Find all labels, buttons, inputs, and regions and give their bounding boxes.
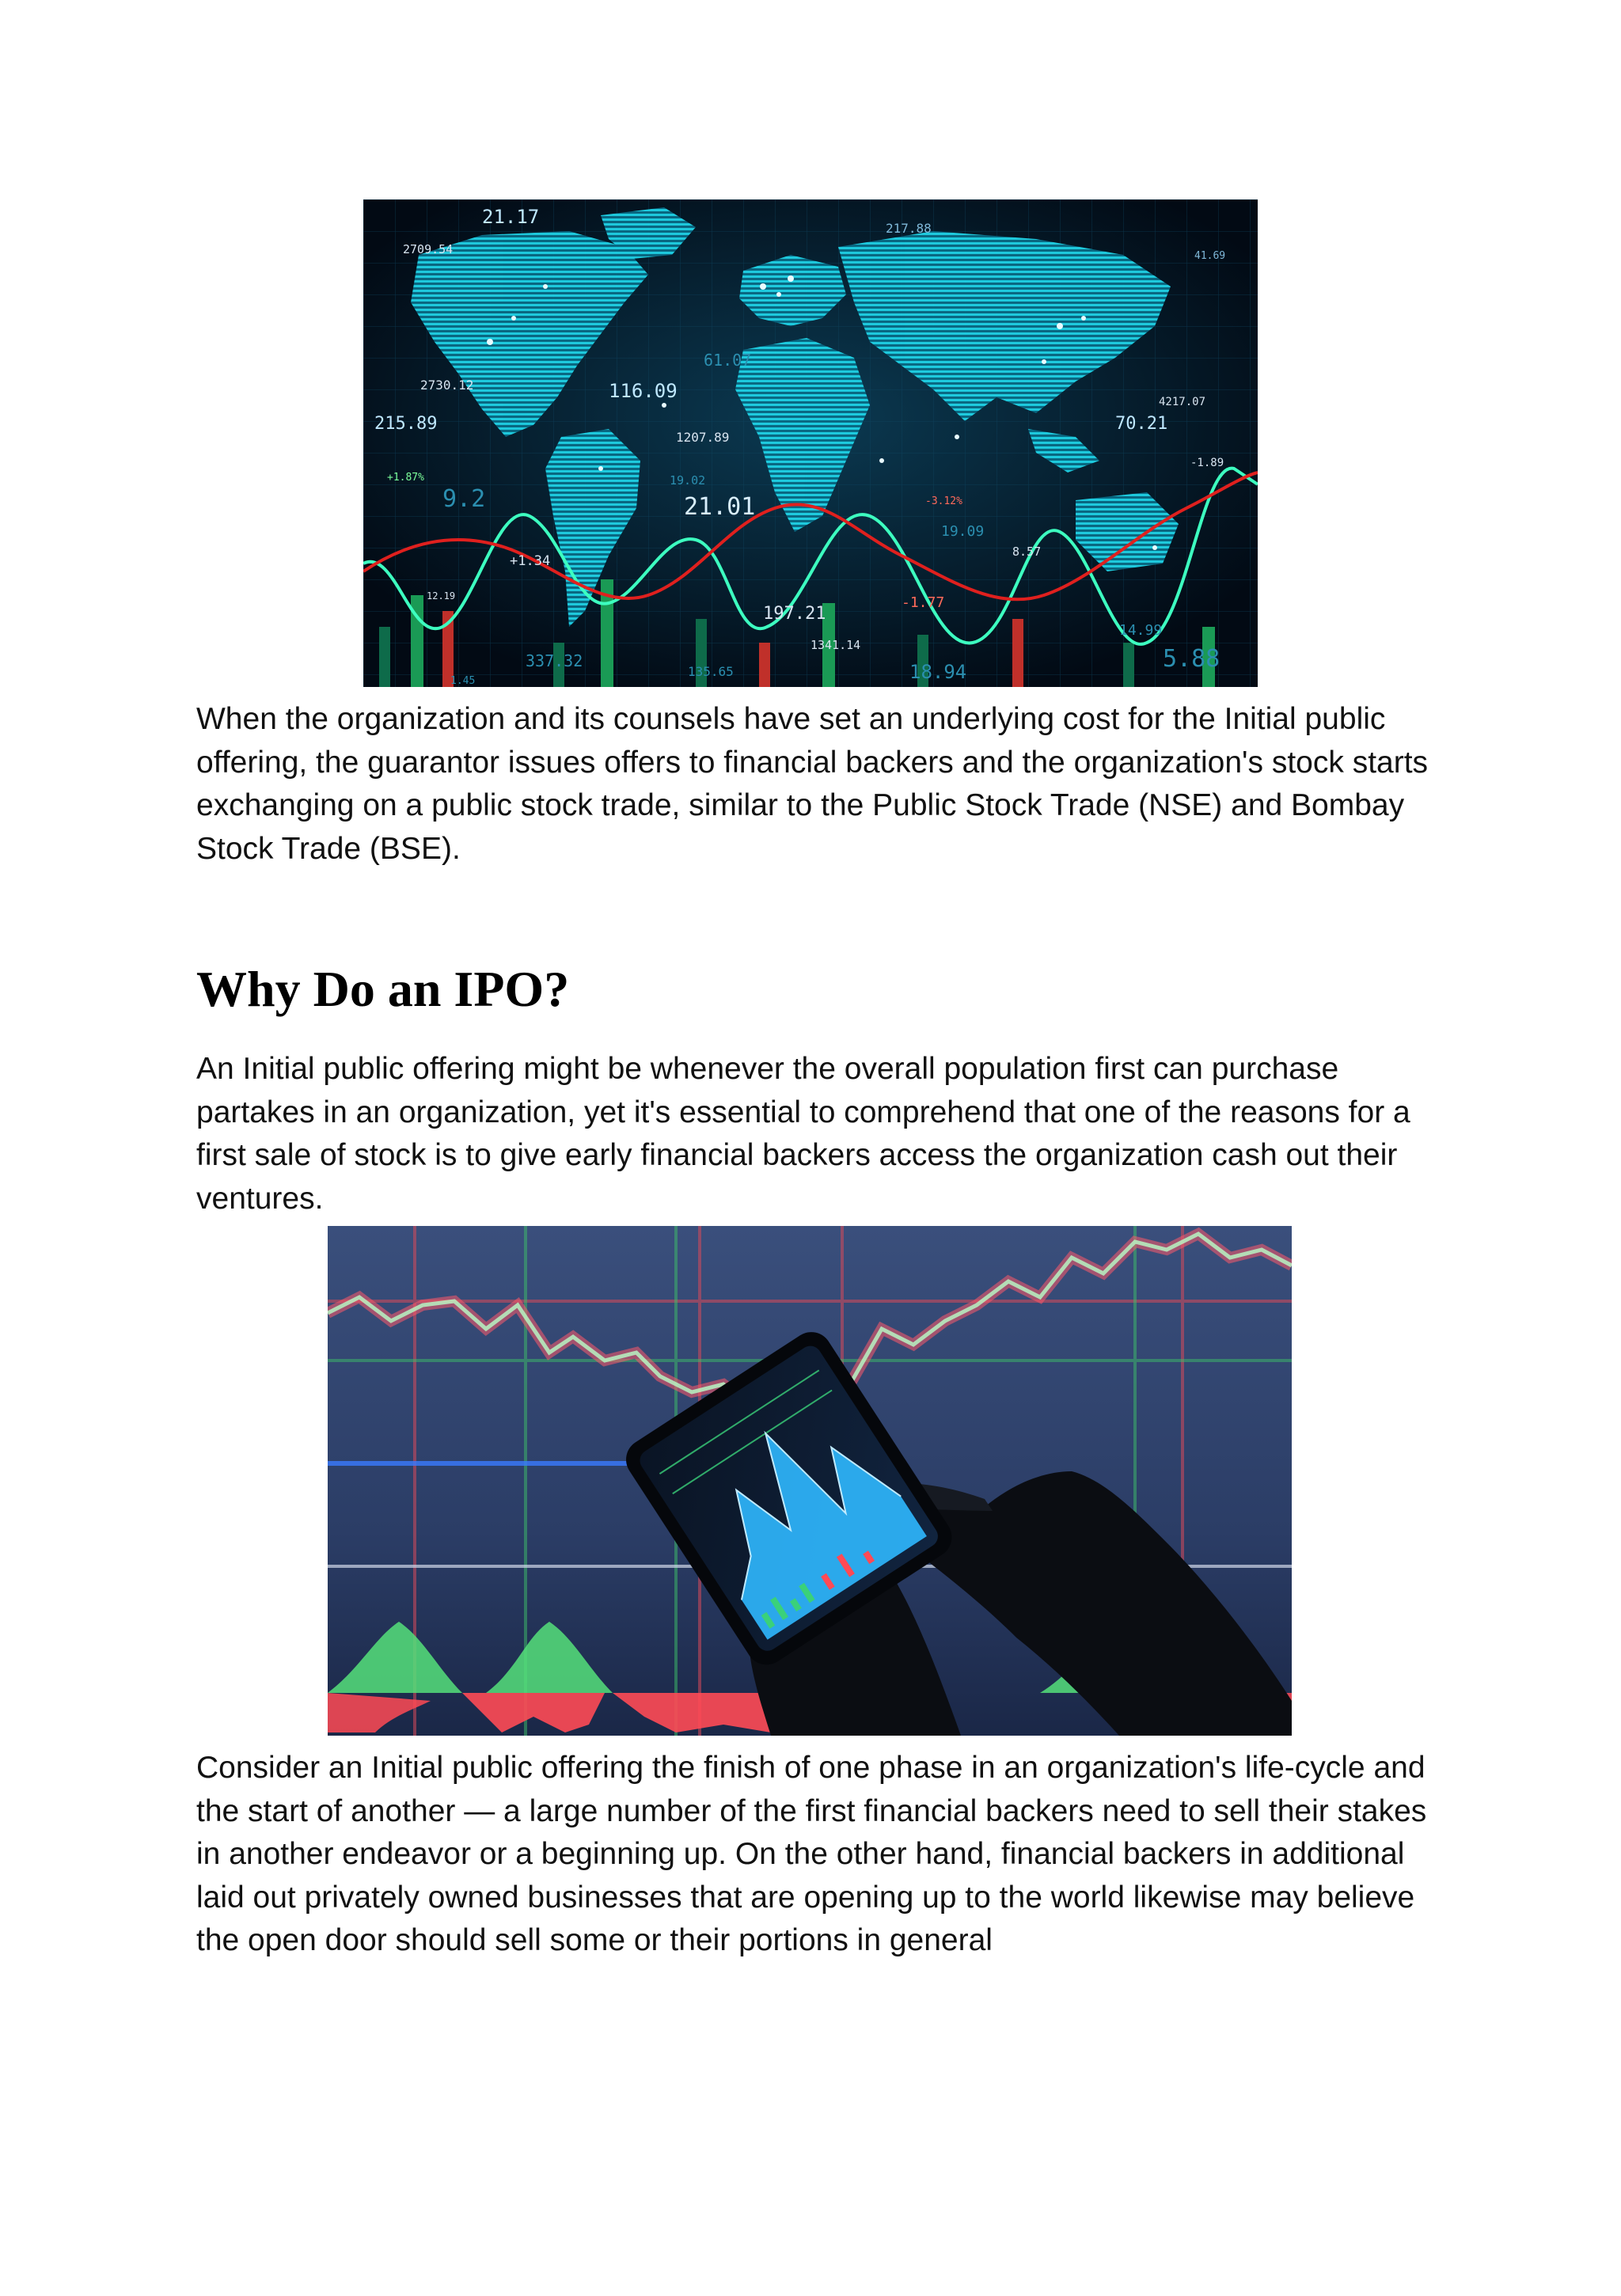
svg-text:19.09: 19.09	[941, 523, 985, 540]
svg-text:4217.07: 4217.07	[1159, 396, 1206, 408]
svg-text:41.69: 41.69	[1194, 250, 1226, 262]
world-map-stock-image	[363, 199, 1258, 687]
svg-text:21.01: 21.01	[684, 493, 756, 521]
svg-text:197.21: 197.21	[763, 604, 826, 624]
svg-text:116.09: 116.09	[609, 380, 678, 402]
paragraph-why-ipo: An Initial public offering might be whenever the overall population first can purchase partakes in an organization, yet it's essential to comprehend that one of the reasons for a first sale of stock is to give early financial backers access the organization cash out their ventures.	[196, 1052, 1410, 1216]
svg-text:1341.14: 1341.14	[810, 638, 861, 652]
svg-text:-1.77: -1.77	[902, 594, 945, 611]
paragraph-intro: When the organization and its counsels have set an underlying cost for the Initial public offering, the guarantor issues offers to financial backers and the organization's stock starts exchanging on a public stock trade, similar to the Public Stock Trade (NSE) and Bombay Stock Trade (BSE).	[196, 702, 1429, 866]
svg-text:12.19: 12.19	[427, 590, 456, 602]
svg-text:70.21: 70.21	[1115, 414, 1168, 434]
smartphone-chart-svg	[328, 1226, 1292, 1736]
svg-text:2709.54: 2709.54	[403, 242, 454, 256]
svg-text:-1.89: -1.89	[1190, 457, 1224, 469]
smartphone-chart-image	[328, 1226, 1292, 1736]
svg-text:135.65: 135.65	[688, 664, 734, 679]
paragraph-lifecycle: Consider an Initial public offering the finish of one phase in an organization's life-cycle and the start of another — a large number of the first financial backers need to sell their stakes in another endeavor or a beginning up. On the other hand, financial backers in additional laid out privately owned businesses that are opening up to the world likewise may believe the open door should sell some or their portions in general	[196, 1751, 1427, 1957]
svg-text:9.2: 9.2	[442, 485, 486, 513]
svg-text:215.89: 215.89	[374, 414, 438, 434]
svg-text:+1.34: +1.34	[510, 553, 551, 569]
svg-text:217.88: 217.88	[886, 221, 932, 236]
svg-text:1207.89: 1207.89	[676, 430, 730, 445]
world-map-svg	[363, 199, 1258, 687]
section-heading: Why Do an IPO?	[196, 961, 570, 1017]
svg-text:+1.87%: +1.87%	[387, 472, 424, 484]
svg-text:21.17: 21.17	[482, 206, 540, 228]
svg-text:-3.12%: -3.12%	[925, 495, 962, 507]
svg-text:2730.12: 2730.12	[420, 378, 474, 393]
svg-text:8.57: 8.57	[1012, 545, 1042, 559]
svg-text:1.45: 1.45	[450, 675, 476, 687]
svg-text:61.07: 61.07	[704, 351, 752, 370]
svg-text:14.99: 14.99	[1119, 622, 1163, 639]
svg-text:19.02: 19.02	[670, 473, 706, 488]
svg-text:337.32: 337.32	[526, 651, 583, 670]
svg-text:5.88: 5.88	[1163, 645, 1220, 673]
svg-text:18.94: 18.94	[909, 661, 967, 683]
